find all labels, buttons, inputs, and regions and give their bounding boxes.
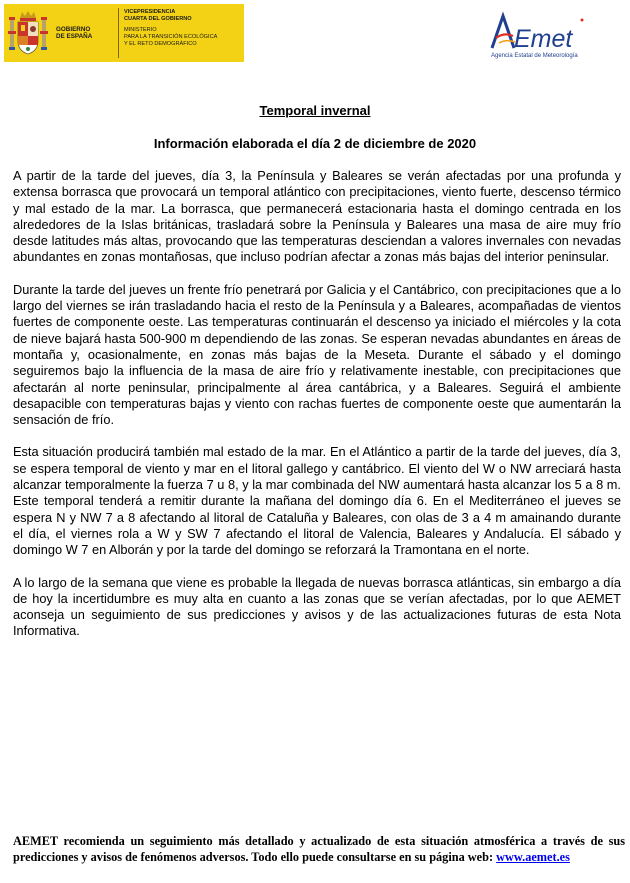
footer-note [13,833,625,865]
document-title: Temporal invernal [259,103,371,118]
coat-of-arms-icon [4,4,52,62]
aemet-logo [486,10,592,70]
document-subtitle: Información elaborada el día 2 de diciembre de 2020 [153,136,477,151]
paragraph-4: A lo largo de la semana que viene es probable la llegada de nuevas borrasca atlánticas, sin embargo a día de hoy la incertidumbre es muy alta en cuanto a las zonas que se verían afectadas, por lo que AEMET aconseja un seguimiento de sus predicciones y avisos y de las actualizaciones futuras de esta Nota Informativa. [13,574,621,639]
document-body [13,168,621,656]
aemet-website-link[interactable]: www.aemet.es [496,850,570,864]
footer-text: AEMET recomienda un seguimiento más detallado y actualizado de esta situación atmosférica a través de sus predicciones y avisos de fenómenos adversos. Todo ello puede consultarse en su página web: [13,834,625,864]
vicepresidency-label [124,9,244,22]
ministry-line1: MINISTERIO [124,27,157,34]
paragraph-1: A partir de la tarde del jueves, día 3, la Península y Baleares se verán afectadas por una profunda y extensa borrasca que provocará un temporal atlántico con precipitaciones, viento fuerte, descenso térmico y mal estado de la mar. La borrasca, que permanecerá estacionaria hasta el domingo centrada en los alrededores de la Islas británicas, trasladará sobre la Península y Baleares una masa de aire muy frío desde latitudes más altas, provocando que las temperaturas desciendan a valores invernales con nevadas abundantes en zonas montañosas, que incluso podrían afectar a zonas más bajas del interior peninsular. [13,168,621,265]
ministry-line3: Y EL RETO DEMOGRÁFICO [124,40,197,47]
paragraph-2: Durante la tarde del jueves un frente frío penetrará por Galicia y el Cantábrico, con precipitaciones que a lo largo del viernes se irán trasladando hacia el resto de la Península y a Baleares, acompañadas de vientos fuertes de componente oeste. Las temperaturas continuarán el descenso ya iniciado el miércoles y la cota de nieve bajará hasta 500-900 m dependiendo de las zonas. Se esperan nevadas abundantes en áreas de montaña y, ocasionalmente, en zonas más bajas de la Meseta. Durante el sábado y el domingo seguiremos bajo la influencia de la masa de aire frío y relativamente inestable, con precipitaciones que afectarán al norte peninsular, principalmente al área cantábrica, y a Baleares. Seguirá el ambiente desapacible con temperaturas bajas y viento con rachas fuertes de componente oeste que aumentarán la sensación de frío. [13,281,621,428]
government-name-line1: GOBIERNO [56,25,91,33]
government-name-line2: DE ESPAÑA [56,33,93,40]
government-name [52,4,118,62]
government-logo-block [4,4,244,62]
aemet-subtitle: Agencia Estatal de Meteorología [491,53,578,59]
ministry-line2: PARA LA TRANSICIÓN ECOLÓGICA [124,34,218,41]
page-header [0,0,630,70]
paragraph-3: Esta situación producirá también mal estado de la mar. En el Atlántico a partir de la tarde del jueves, día 3, se espera temporal de viento y mar en el litoral gallego y cantábrico. El viento del W o NW arreciará hasta alcanzar temporalmente la fuerza 7 u 8, y la mar combinada del NW aumentará hasta alcanzar los 5 a 8 m. Este temporal tenderá a remitir durante la mañana del domingo día 6. En el Mediterráneo el jueves se espera N y NW 7 a 8 afectando al litoral de Cataluña y Baleares, con olas de 3 a 4 m amainando durante el día, el viernes rola a W y SW 7 afectando el litoral de Valencia, Baleares y Andalucía. El sábado y domingo W 7 en Alborán y por la tarde del domingo se reforzará la Tramontana en el norte. [13,444,621,558]
vicepresidency-line2: CUARTA DEL GOBIERNO [124,15,192,22]
aemet-logo-text: Emet [514,25,573,53]
vicepresidency-line1: VICEPRESIDENCIA [124,9,176,15]
ministry-names [119,4,244,62]
